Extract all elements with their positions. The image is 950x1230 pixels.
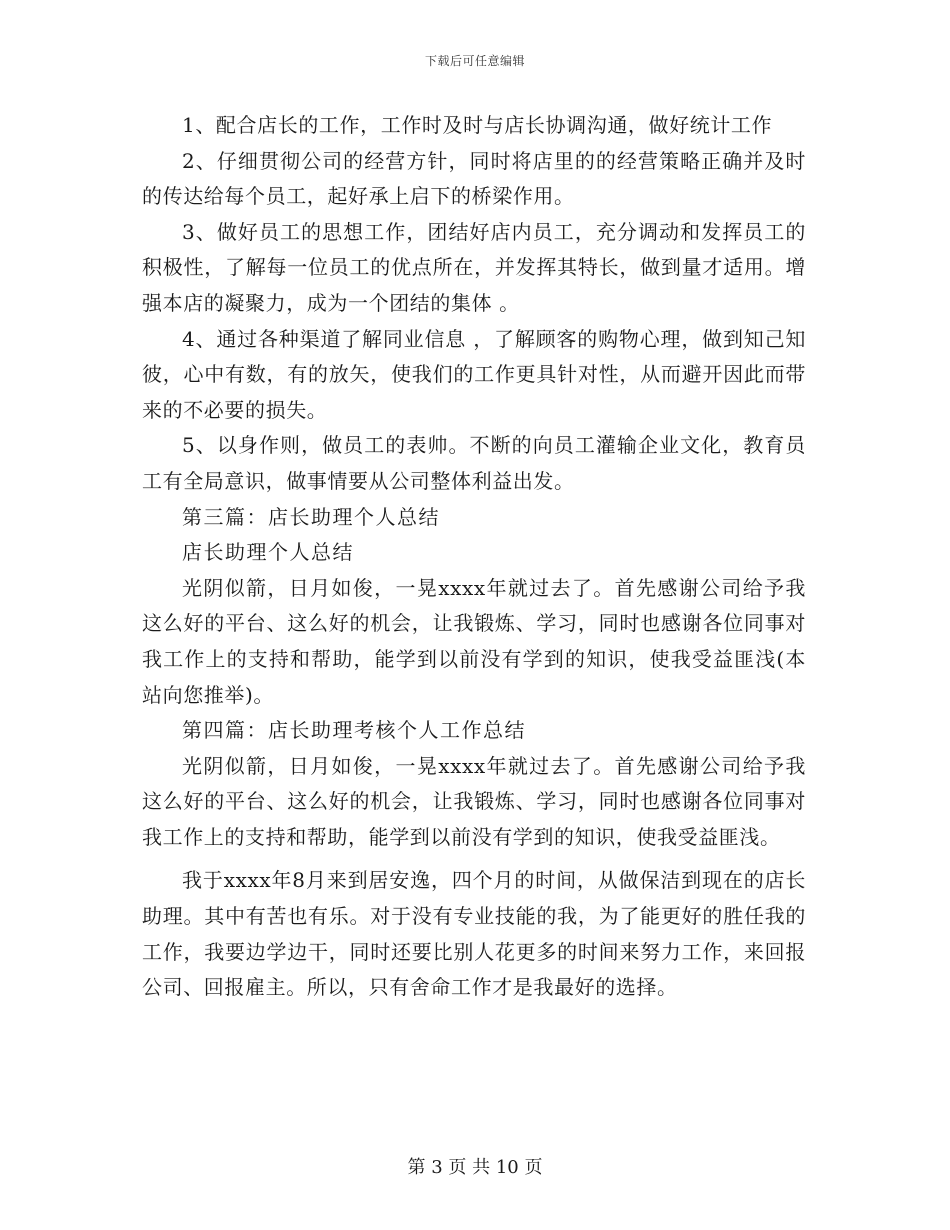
paragraph-duty-2: 2、仔细贯彻公司的经营方针，同时将店里的的经营策略正确并及时的传达给每个员工，起好承上启下的桥梁作用。 [142,148,806,209]
paragraph-duty-1: 1、配合店长的工作，工作时及时与店长协调沟通，做好统计工作 [182,113,773,137]
document-body [142,108,806,1006]
paragraph-review-body: 我于xxxx年8月来到居安逸，四个月的时间，从做保洁到现在的店长助理。其中有苦也有乐。对于没有专业技能的我，为了能更好的胜任我的工作，我要边学边干，同时还要比别人花更多的时间来努力工作，来回报公司、回报雇主。所以，只有舍命工作才是我最好的选择。 [142,868,806,1000]
paragraph-summary-intro: 光阴似箭，日月如俊，一晃xxxx年就过去了。首先感谢公司给予我这么好的平台、这么好的机会，让我锻炼、学习，同时也感谢各位同事对我工作上的支持和帮助，能学到以前没有学到的知识，使我受益匪浅(本站向您推举)。 [142,575,806,707]
paragraph-duty-4: 4、通过各种渠道了解同业信息 ，了解顾客的购物心理，做到知己知彼，心中有数，有的放矢，使我们的工作更具针对性，从而避开因此而带来的不必要的损失。 [142,326,806,422]
paragraph-duty-3: 3、做好员工的思想工作，团结好店内员工，充分调动和发挥员工的积极性，了解每一位员工的优点所在，并发挥其特长，做到量才适用。增强本店的凝聚力，成为一个团结的集体 。 [142,219,806,315]
page-number: 第 3 页 共 10 页 [407,1157,543,1178]
section-subtitle-3: 店长助理个人总结 [182,540,354,565]
paragraph-duty-5: 5、以身作则，做员工的表帅。不断的向员工灌输企业文化，教育员工有全局意识，做事情要从公司整体利益出发。 [142,433,806,493]
paragraph-review-intro: 光阴似箭，日月如俊，一晃xxxx年就过去了。首先感谢公司给予我这么好的平台、这么好的机会，让我锻炼、学习，同时也感谢各位同事对我工作上的支持和帮助，能学到以前没有学到的知识，使我受益匪浅。 [142,753,806,849]
section-heading-3: 第三篇：店长助理个人总结 [182,504,440,529]
section-heading-4: 第四篇：店长助理考核个人工作总结 [182,718,526,743]
header-note: 下载后可任意编辑 [424,54,525,68]
